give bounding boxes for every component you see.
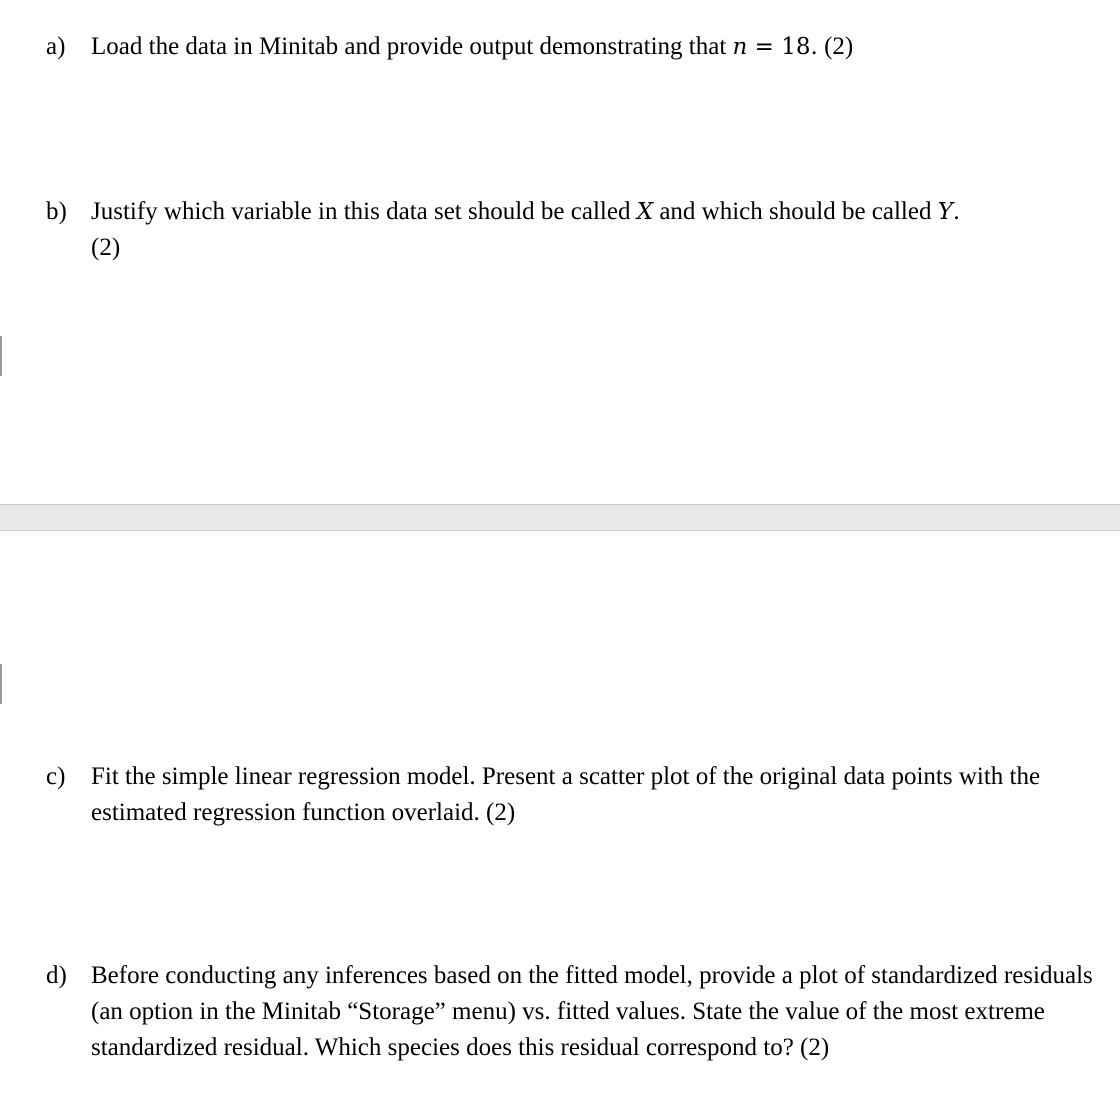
question-c-text: Fit the simple linear regression model. Present a scatter plot of the original data points with the estimated regression function overlaid. (2) — [91, 763, 1041, 826]
cursor-marker — [0, 664, 2, 704]
math-y: Y — [937, 199, 953, 225]
question-d — [46, 958, 1106, 1066]
question-b-text — [91, 194, 1106, 266]
math-equals-18: = 18. — [747, 34, 818, 60]
question-d-label: d) — [46, 962, 67, 989]
math-x: X — [636, 199, 654, 225]
question-b-label: b) — [46, 198, 67, 225]
math-n: n — [732, 34, 748, 60]
question-a-text — [91, 29, 1106, 65]
question-a — [46, 29, 1106, 65]
question-c — [46, 759, 1106, 831]
question-d-text: Before conducting any inferences based on the fitted model, provide a plot of standardized residuals (an option in the Minitab “Storage” menu) vs. fitted values. State the value of the most extreme standardized residual. Which species does this residual correspond to? (2) — [91, 962, 1093, 1061]
question-b-text-1: Justify which variable in this data set should be called — [91, 198, 637, 225]
question-b-text-2: and which should be called — [653, 198, 938, 225]
question-b — [46, 194, 1106, 266]
question-a-points: (2) — [817, 33, 854, 60]
question-b-points: (2) — [91, 234, 121, 261]
cursor-marker — [0, 336, 2, 376]
question-b-period: . — [952, 199, 961, 225]
question-a-label: a) — [46, 33, 66, 60]
question-a-text-main: Load the data in Minitab and provide output demonstrating that — [91, 33, 733, 60]
page-break — [0, 504, 1120, 531]
question-c-label: c) — [46, 763, 66, 790]
